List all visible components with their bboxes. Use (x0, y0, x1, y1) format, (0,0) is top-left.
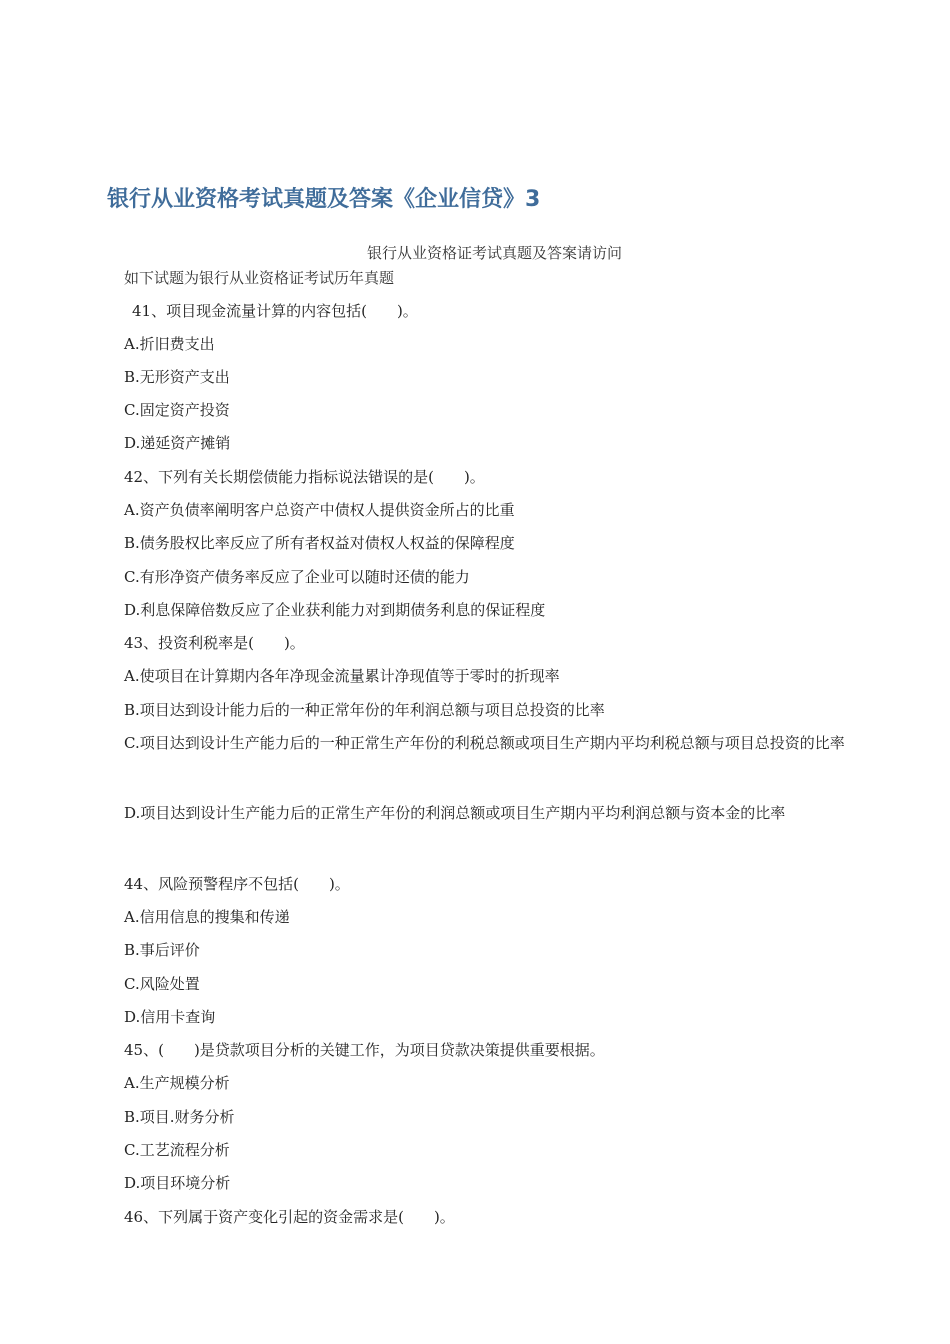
option-42-c: C.有形净资产债务率反应了企业可以随时还债的能力 (124, 568, 470, 586)
question-44: 44、风险预警程序不包括( )。 (124, 875, 350, 893)
option-43-d: D.项目达到设计生产能力后的正常生产年份的利润总额或项目生产期内平均利润总额与资本金的比率 (124, 804, 786, 822)
option-41-d: D.递延资产摊销 (124, 434, 231, 452)
option-45-c: C.工艺流程分析 (124, 1141, 230, 1159)
document-subtitle: 银行从业资格证考试真题及答案请访问 (367, 244, 623, 262)
option-45-d: D.项目环境分析 (124, 1174, 231, 1192)
option-42-b: B.债务股权比率反应了所有者权益对债权人权益的保障程度 (124, 534, 515, 552)
option-44-d: D.信用卡查询 (124, 1008, 216, 1026)
question-43: 43、投资利税率是( )。 (124, 634, 305, 652)
option-41-a: A.折旧费支出 (124, 335, 215, 353)
question-46: 46、下列属于资产变化引起的资金需求是( )。 (124, 1208, 455, 1226)
option-43-a: A.使项目在计算期内各年净现金流量累计净现值等于零时的折现率 (124, 667, 560, 685)
option-43-b: B.项目达到设计能力后的一种正常年份的年利润总额与项目总投资的比率 (124, 701, 605, 719)
option-42-a: A.资产负债率阐明客户总资产中债权人提供资金所占的比重 (124, 501, 515, 519)
question-42: 42、下列有关长期偿债能力指标说法错误的是( )。 (124, 468, 485, 486)
option-41-c: C.固定资产投资 (124, 401, 230, 419)
option-44-a: A.信用信息的搜集和传递 (124, 908, 290, 926)
document-intro: 如下试题为银行从业资格证考试历年真题 (124, 269, 395, 287)
option-42-d: D.利息保障倍数反应了企业获利能力对到期债务利息的保证程度 (124, 601, 546, 619)
option-45-a: A.生产规模分析 (124, 1074, 230, 1092)
option-43-c: C.项目达到设计生产能力后的一种正常生产年份的利税总额或项目生产期内平均利税总额与项目总投资的比率 (124, 734, 845, 752)
question-45: 45、( )是贷款项目分析的关键工作，为项目贷款决策提供重要根据。 (124, 1041, 605, 1059)
option-44-b: B.事后评价 (124, 941, 200, 959)
document-title: 银行从业资格考试真题及答案《企业信贷》3 (107, 187, 541, 212)
option-44-c: C.风险处置 (124, 975, 200, 993)
option-41-b: B.无形资产支出 (124, 368, 230, 386)
option-45-b: B.项目.财务分析 (124, 1108, 235, 1126)
question-41: 41、项目现金流量计算的内容包括( )。 (132, 302, 418, 320)
